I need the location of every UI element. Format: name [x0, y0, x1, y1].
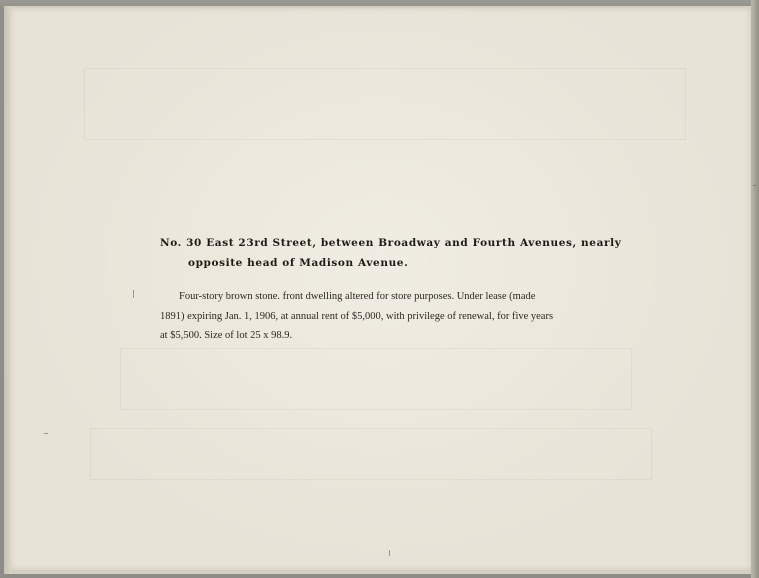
bottom-mark: [389, 550, 390, 556]
margin-mark: [133, 290, 134, 298]
edge-mark: [753, 185, 756, 186]
heading-line-1: No. 30 East 23rd Street, between Broadway and Fourth Avenues, nearly: [160, 237, 622, 249]
right-page-edge: [751, 0, 759, 578]
margin-mark: [44, 433, 48, 434]
description-line-2: 1891) expiring Jan. 1, 1906, at annual rent of $5,000, with privilege of renewal, for five years: [160, 310, 554, 322]
show-through-frame-top: [84, 68, 686, 140]
show-through-frame-middle: [120, 348, 632, 410]
heading-line-2: opposite head of Madison Avenue.: [188, 257, 409, 269]
show-through-frame-bottom: [90, 428, 652, 480]
property-heading: [160, 233, 630, 273]
description-line-3: at $5,500. Size of lot 25 x 98.9.: [160, 330, 293, 341]
property-description: [160, 287, 620, 346]
description-line-1: Four-story brown stone. front dwelling altered for store purposes. Under lease (made: [179, 291, 536, 302]
